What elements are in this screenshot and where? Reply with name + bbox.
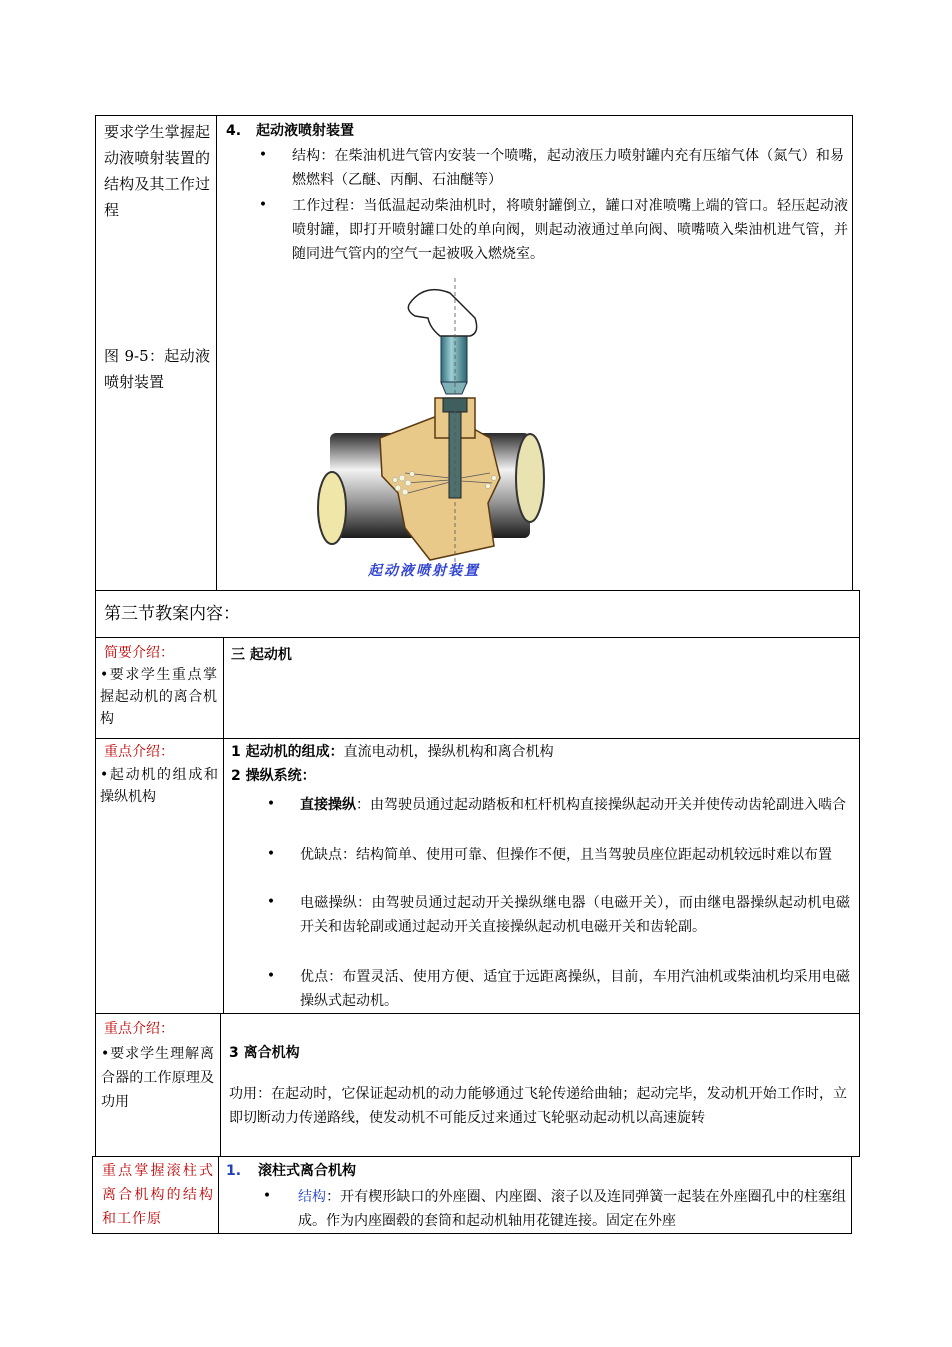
- section-title: 第三节教案内容：: [104, 604, 240, 624]
- divider: [220, 1013, 221, 1157]
- divider: [218, 1156, 219, 1234]
- control-system-heading: 2 操纵系统：: [231, 768, 316, 784]
- hand: [408, 290, 476, 336]
- bullet-dot: •: [258, 197, 268, 213]
- divider: [216, 115, 217, 591]
- objective-note: 要求学生掌握起动液喷射装置的结构及其工作过程: [104, 123, 210, 219]
- key-label-2: 重点介绍：: [104, 1021, 174, 1037]
- pipe-end-left: [318, 472, 346, 544]
- structure-label: 结构: [298, 1189, 327, 1205]
- direct-label: 直接操纵: [300, 797, 356, 813]
- bullet-dot: •: [266, 796, 276, 812]
- bullet-dot: •: [266, 846, 276, 862]
- bullet-process: 工作过程：当低温起动柴油机时，将喷射罐倒立，罐口对准喷嘴上端的管口。轻压起动液喷射罐，即打开喷射罐口处的单向阀，则起动液通过单向阀、喷嘴喷入柴油机进气管，并随同进气管内的空气一起被吸入燃烧室。: [292, 198, 848, 262]
- bullet-electromagnetic: 电磁操纵：由驾驶员通过起动开关操纵继电器（电磁开关），而由继电器操纵起动机电磁开关和齿轮副或通过起动开关直接操纵起动机电磁开关和齿轮副。: [300, 895, 850, 935]
- key-note: •起动机的组成和操纵机构: [100, 767, 218, 805]
- bullet-dot: •: [262, 1188, 272, 1204]
- clutch-heading: 3 离合机构: [229, 1045, 300, 1061]
- roller-heading-num: 1.: [226, 1163, 242, 1179]
- injection-device-figure: [310, 278, 550, 583]
- roller-heading: 滚柱式离合机构: [258, 1163, 356, 1179]
- bullet-dot: •: [266, 968, 276, 984]
- bullet-pros-cons: 优缺点：结构简单、使用可靠、但操作不便，且当驾驶员座位距起动机较远时难以布置: [300, 847, 832, 863]
- key-note-2: •要求学生理解离合器的工作原理及功用: [101, 1046, 214, 1110]
- section-heading: 起动液喷射装置: [256, 123, 354, 139]
- divider: [223, 637, 224, 739]
- direct-text: ：由驾驶员通过起动踏板和杠杆机构直接操纵起动开关并使传动齿轮副进入啮合: [356, 797, 846, 813]
- composition-text: 直流电动机，操纵机构和离合机构: [343, 744, 554, 760]
- intro-note: •要求学生重点掌握起动机的离合机构: [100, 667, 217, 727]
- bullet-dot: •: [258, 147, 268, 163]
- roller-note: 重点掌握滚柱式离合机构的结构和工作原: [102, 1163, 214, 1227]
- composition-line: [231, 741, 554, 763]
- figure-caption: 起动液喷射装置: [368, 563, 480, 579]
- divider: [223, 738, 224, 1014]
- bullet-direct: [300, 793, 850, 817]
- roller-structure: [298, 1185, 846, 1233]
- bullet-advantages: 优点：布置灵活、使用方便、适宜于远距离操纵，目前，车用汽油机或柴油机均采用电磁操纵式起动机。: [300, 969, 850, 1009]
- composition-label: 1 起动机的组成：: [231, 744, 344, 760]
- figure-note: 图 9-5：起动液喷射装置: [104, 347, 210, 391]
- can-neck: [441, 382, 467, 394]
- intro-label: 简要介绍：: [104, 645, 174, 661]
- starter-heading: 三 起动机: [231, 647, 292, 663]
- structure-text: ：开有楔形缺口的外座圈、内座圈、滚子以及连同弹簧一起装在外座圈孔中的柱塞组成。作为内座圈毂的套筒和起动机轴用花键连接。固定在外座: [298, 1189, 847, 1229]
- bullet-structure: 结构：在柴油机进气管内安装一个喷嘴，起动液压力喷射罐内充有压缩气体（氮气）和易燃燃料（乙醚、丙酮、石油醚等）: [292, 148, 844, 188]
- section-heading-num: 4.: [226, 123, 242, 139]
- bullet-dot: •: [266, 894, 276, 910]
- pipe-end-right: [516, 434, 544, 522]
- clutch-function: 功用：在起动时，它保证起动机的动力能够通过飞轮传递给曲轴；起动完毕，发动机开始工作时，立即切断动力传递路线，使发动机不可能反过来通过飞轮驱动起动机以高速旋转: [229, 1086, 847, 1126]
- key-label: 重点介绍：: [104, 744, 174, 760]
